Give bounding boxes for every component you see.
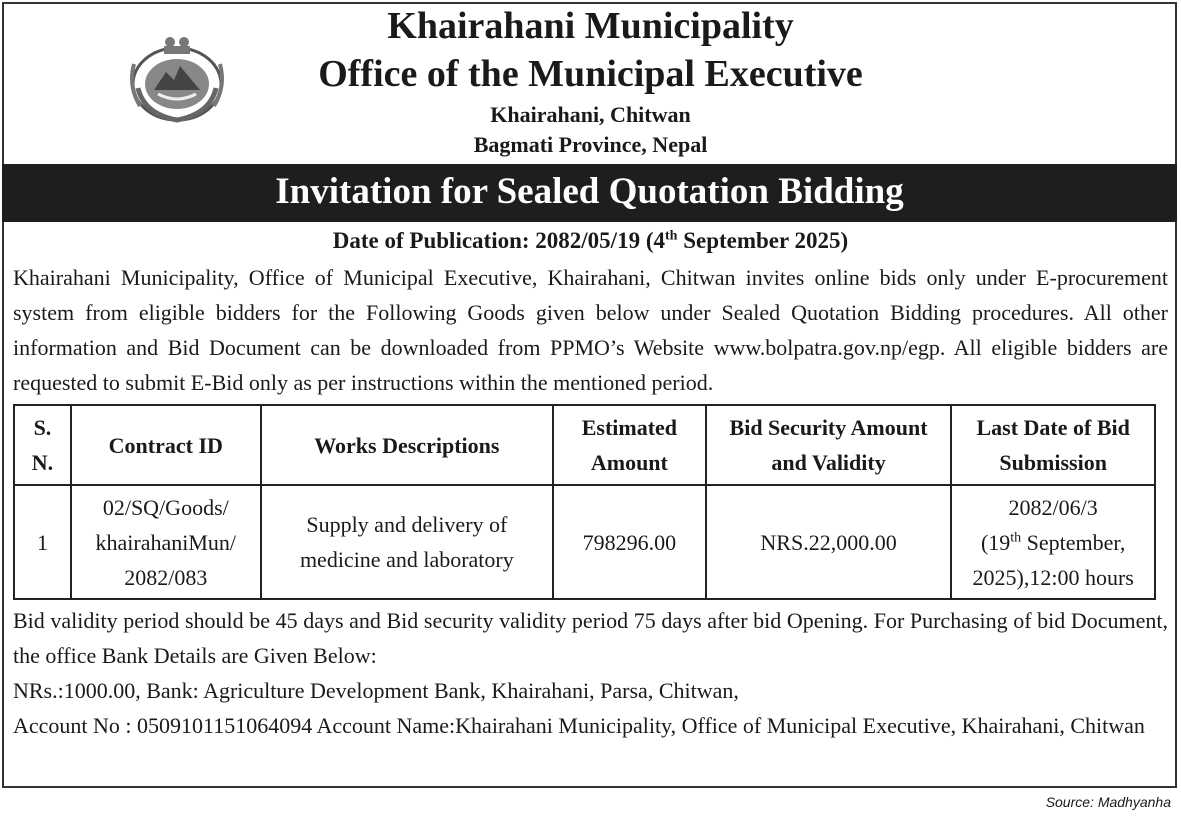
cell-sn: 1 — [14, 485, 71, 599]
publication-date-prefix: Date of Publication: 2082/05/19 (4 — [332, 228, 665, 253]
publication-date — [0, 226, 1181, 256]
header-contract-id: Contract ID — [71, 405, 261, 485]
header-estimated-amount: Estimated Amount — [553, 405, 706, 485]
bank-details-line: NRs.:1000.00, Bank: Agriculture Development Bank, Khairahani, Parsa, Chitwan, — [13, 678, 739, 703]
header-bid-security: Bid Security Amount and Validity — [706, 405, 952, 485]
cell-security: NRS.22,000.00 — [706, 485, 952, 599]
cell-last-date: 2082/06/3 (19th September, 2025),12:00 hours — [951, 485, 1155, 599]
notice-title-banner: Invitation for Sealed Quotation Bidding — [2, 164, 1177, 222]
address-line-1: Khairahani, Chitwan — [490, 102, 691, 127]
publication-date-suffix: September 2025) — [677, 228, 849, 253]
publication-date-sup: th — [664, 228, 678, 244]
office-name: Office of the Municipal Executive — [318, 53, 863, 95]
account-details-line: Account No : 0509101151064094 Account Name:Khairahani Municipality, Office of Municipal Executive, Khairahani, Chitwan — [13, 713, 1145, 738]
table-header-row — [14, 405, 1155, 485]
table-row — [14, 485, 1155, 599]
header-sn: S. N. — [14, 405, 71, 485]
header-works: Works Descriptions — [261, 405, 553, 485]
org-name: Khairahani Municipality — [387, 5, 794, 47]
cell-contract-id: 02/SQ/Goods/ khairahaniMun/ 2082/083 — [71, 485, 261, 599]
footer-text — [13, 603, 1168, 743]
bid-table — [13, 404, 1156, 600]
cell-amount: 798296.00 — [553, 485, 706, 599]
intro-paragraph: Khairahani Municipality, Office of Municipal Executive, Khairahani, Chitwan invites online bids only under E-procurement system from eligible bidders for the Following Goods given below under Sealed Quotation Bidding procedures. All other information and Bid Document can be downloaded from PPMO’s Website www.bolpatra.gov.np/egp. All eligible bidders are requested to submit E-Bid only as per instructions within the mentioned period. — [13, 265, 1168, 395]
source-credit: Source: Madhyanha — [1045, 794, 1171, 810]
cell-works: Supply and delivery of medicine and laboratory — [261, 485, 553, 599]
bid-validity-paragraph: Bid validity period should be 45 days and Bid security validity period 75 days after bid Opening. For Purchasing of bid Document, the office Bank Details are Given Below: — [13, 608, 1168, 668]
address-line-2: Bagmati Province, Nepal — [473, 132, 708, 157]
header-last-date: Last Date of Bid Submission — [951, 405, 1155, 485]
